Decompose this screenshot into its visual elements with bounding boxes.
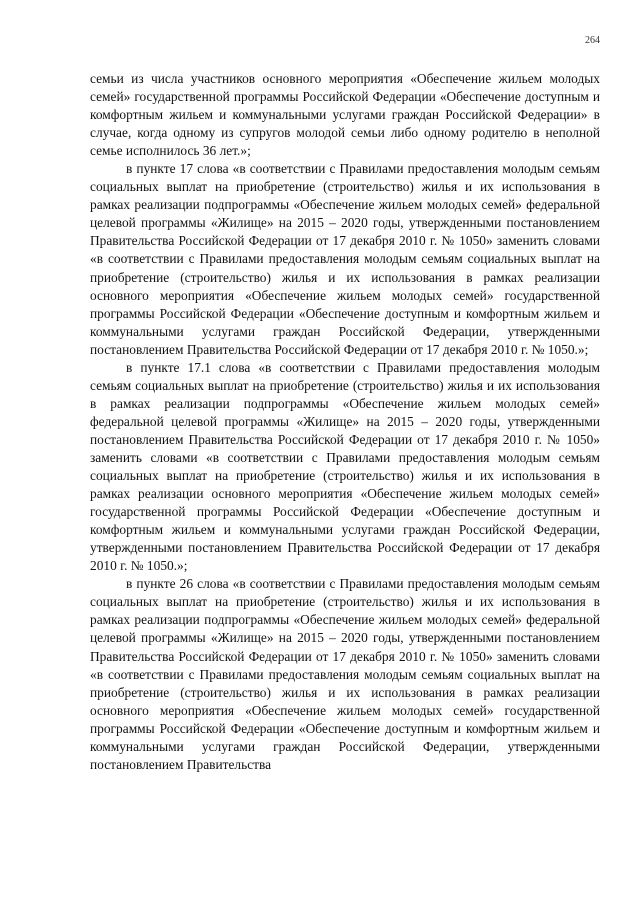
paragraph-item-17: в пункте 17 слова «в соответствии с Правилами предоставления молодым семьям социальных выплат на приобретение (строительство) жилья и их использования в рамках реализации подпрограммы «Обеспечение жильем молодых семей» федеральной целевой программы «Жилище» на 2015 – 2020 годы, утвержденными постановлением Правительства Российской Федерации от 17 декабря 2010 г. № 1050» заменить словами «в соответствии с Правилами предоставления молодым семьям социальных выплат на приобретение (строительство) жилья и их использования в рамках реализации основного мероприятия «Обеспечение жильем молодых семей» государственной программы Российской Федерации «Обеспечение доступным и комфортным жильем и коммунальными услугами граждан Российской Федерации, утвержденными постановлением Правительства Российской Федерации от 17 декабря 2010 г. № 1050.»;: [90, 161, 600, 357]
document-body: [90, 70, 600, 774]
page-number: 264: [585, 35, 600, 46]
paragraph-continuation: семьи из числа участников основного мероприятия «Обеспечение жильем молодых семей» государственной программы Российской Федерации «Обеспечение доступным и комфортным жильем и коммунальными услугами граждан Российской Федерации» в случае, когда одному из супругов молодой семьи либо одному родителю в неполной семье исполнилось 36 лет.»;: [90, 71, 600, 159]
paragraph-item-26: в пункте 26 слова «в соответствии с Правилами предоставления молодым семьям социальных выплат на приобретение (строительство) жилья и их использования в рамках реализации подпрограммы «Обеспечение жильем молодых семей» федеральной целевой программы «Жилище» на 2015 – 2020 годы, утвержденными постановлением Правительства Российской Федерации от 17 декабря 2010 г. № 1050» заменить словами «в соответствии с Правилами предоставления молодым семьям социальных выплат на приобретение (строительство) жилья и их использования в рамках реализации основного мероприятия «Обеспечение жильем молодых семей» государственной программы Российской Федерации «Обеспечение доступным и комфортным жильем и коммунальными услугами граждан Российской Федерации, утвержденными постановлением Правительства: [90, 576, 600, 772]
paragraph-item-17-1: в пункте 17.1 слова «в соответствии с Правилами предоставления молодым семьям социальных выплат на приобретение (строительство) жилья и их использования в рамках реализации подпрограммы «Обеспечение жильем молодых семей» федеральной целевой программы «Жилище» на 2015 – 2020 годы, утвержденными постановлением Правительства Российской Федерации от 17 декабря 2010 г. № 1050» заменить словами «в соответствии с Правилами предоставления молодым семьям социальных выплат на приобретение (строительство) жилья и их использования в рамках реализации основного мероприятия «Обеспечение жильем молодых семей» государственной программы Российской Федерации «Обеспечение доступным и комфортным жильем и коммунальными услугами граждан Российской Федерации, утвержденными постановлением Правительства Российской Федерации от 17 декабря 2010 г. № 1050.»;: [90, 359, 600, 574]
